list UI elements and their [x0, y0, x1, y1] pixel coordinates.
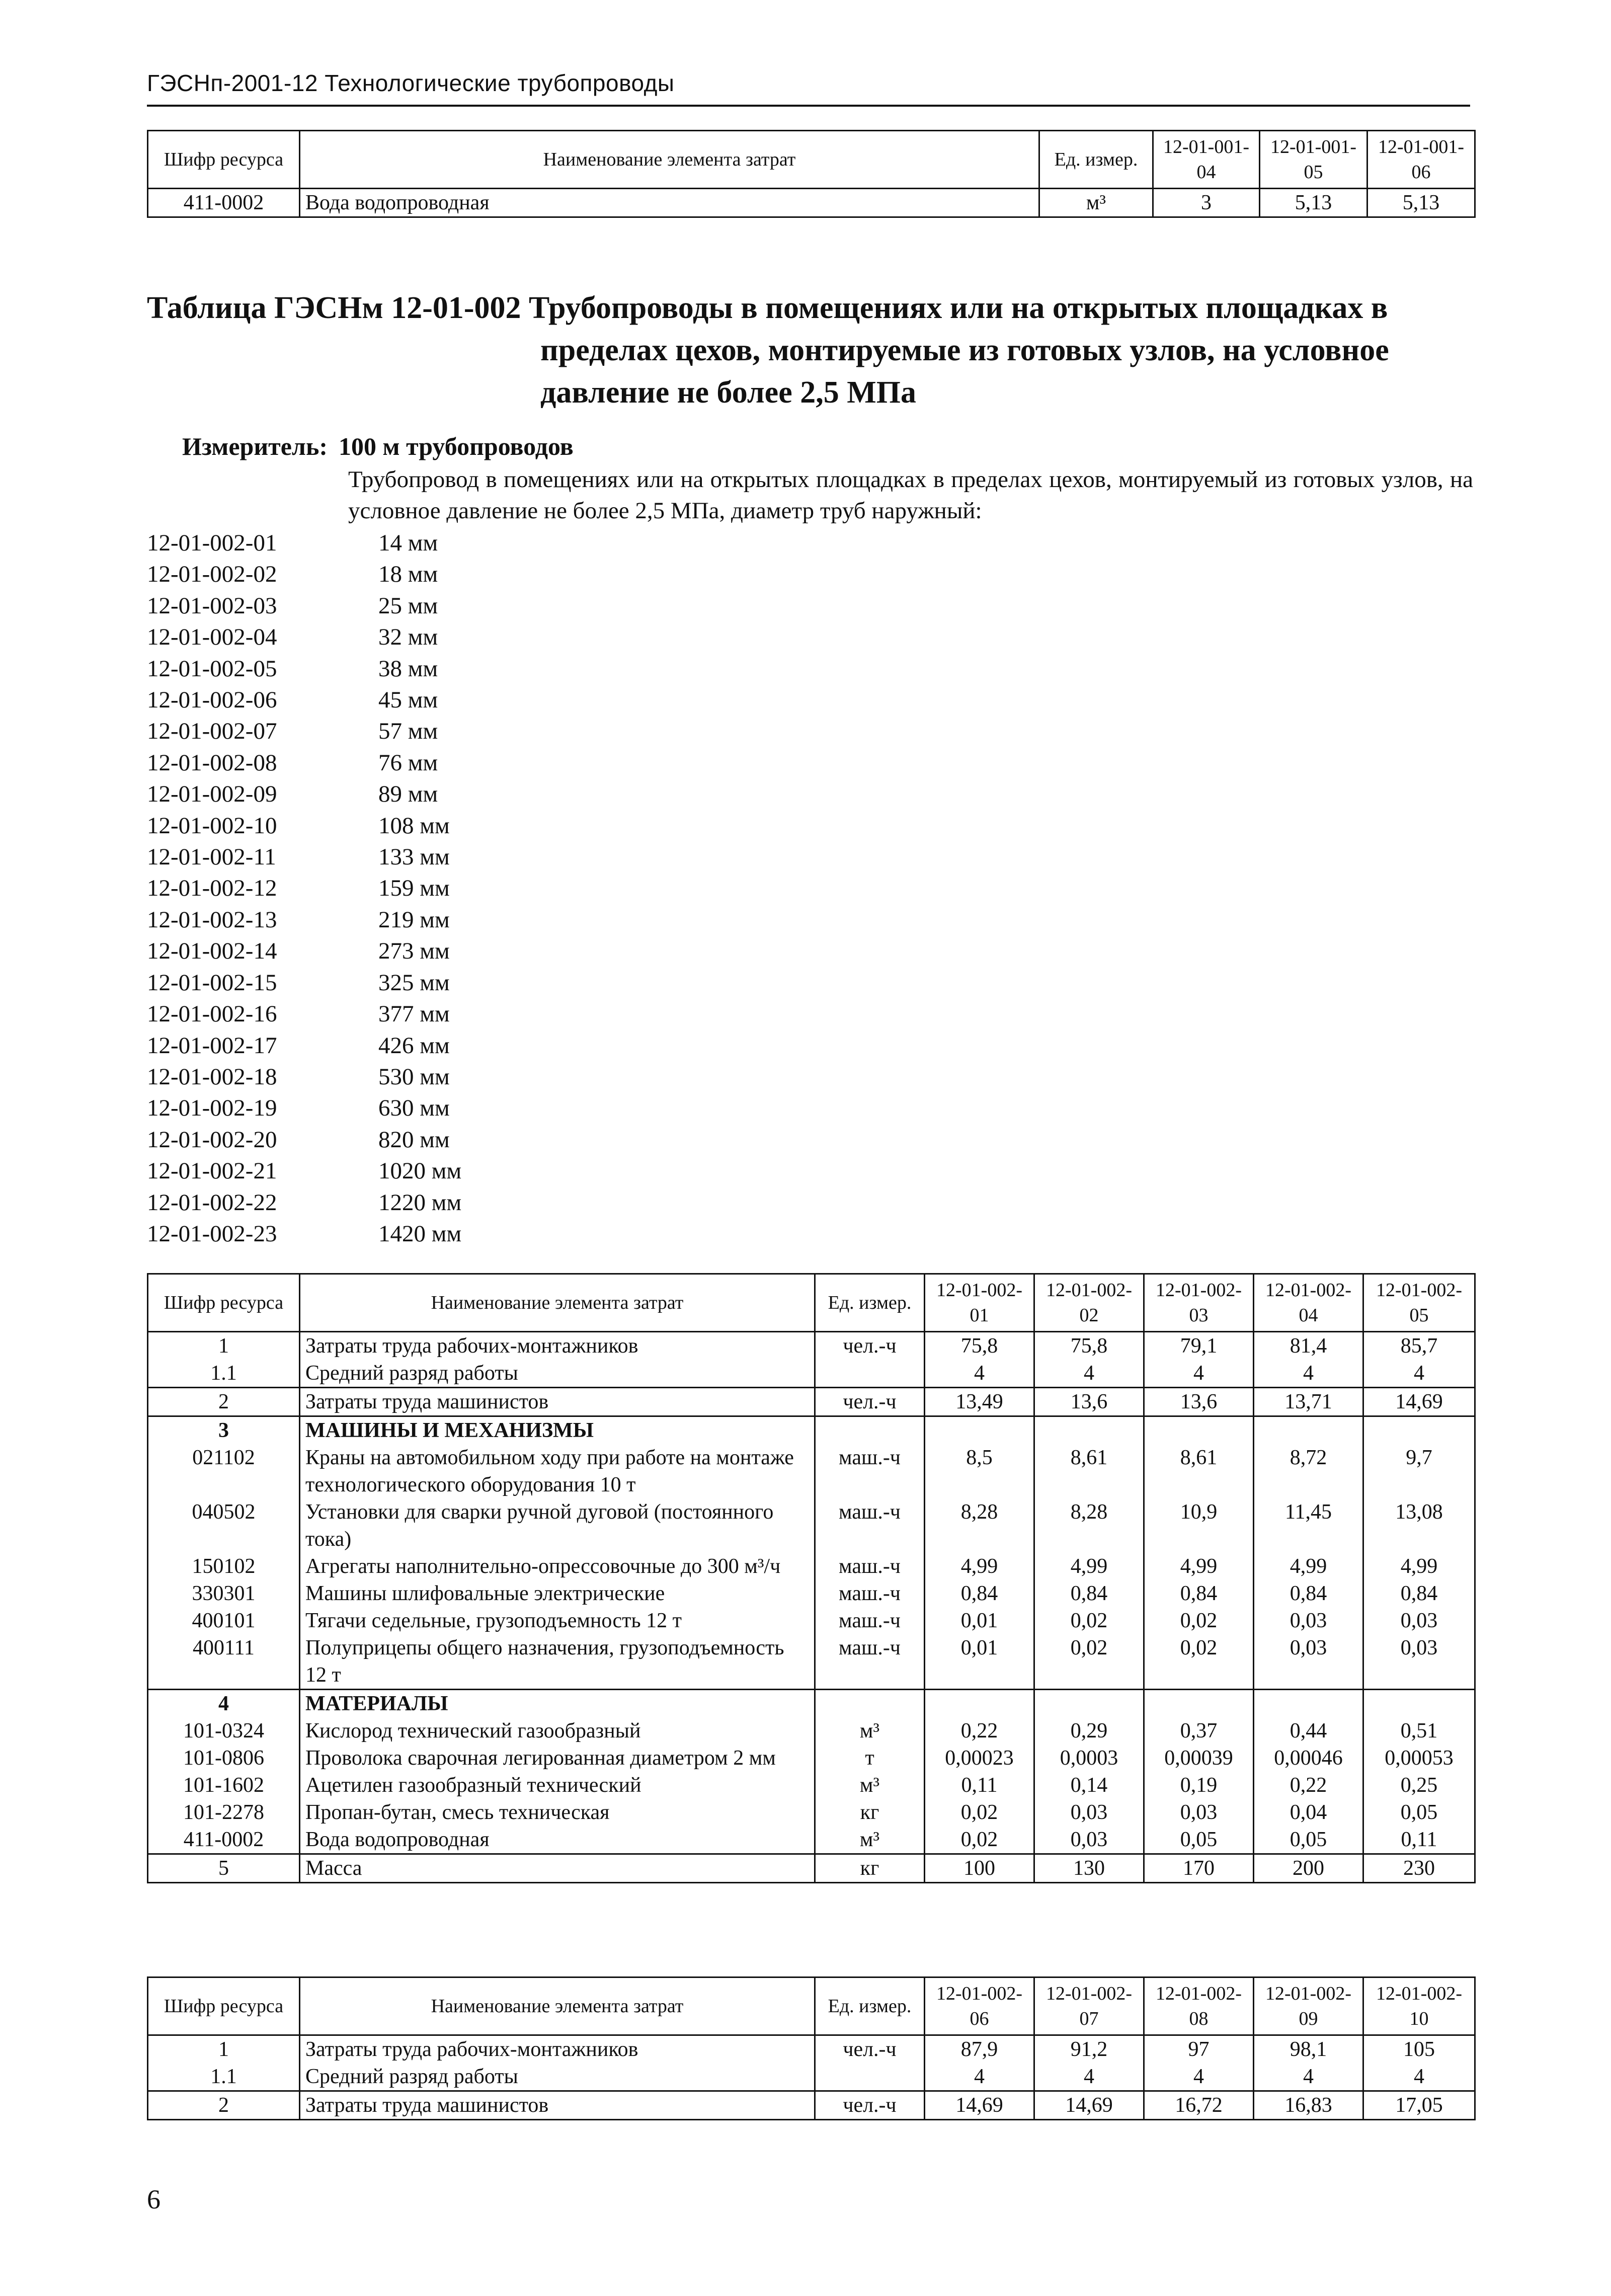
cell: 4 [1034, 1360, 1144, 1388]
col-header: Наименование элемента затрат [300, 1274, 815, 1332]
cell: чел.-ч [815, 2091, 925, 2120]
cell: 4,99 [1363, 1553, 1475, 1580]
cell: Проволока сварочная легированная диаметром 2 мм [300, 1745, 815, 1772]
code: 12-01-002-21 [147, 1158, 277, 1184]
cell: Агрегаты наполнительно-опрессовочные до 300 м³/ч [300, 1553, 815, 1580]
cell: 5,13 [1260, 189, 1367, 217]
cell: 0,05 [1254, 1826, 1363, 1854]
col-header: Ед. измер. [815, 1274, 925, 1332]
table-row [148, 1772, 1475, 1799]
table-row [148, 1553, 1475, 1580]
cell: 14,69 [1034, 2091, 1144, 2120]
cell: 0,02 [1144, 1607, 1254, 1634]
code-list-item [147, 841, 461, 873]
cell: 97 [1144, 2035, 1254, 2064]
cell: 8,5 [925, 1444, 1034, 1498]
code-list-item [147, 935, 461, 967]
cell: 0,84 [1144, 1580, 1254, 1607]
title-line-1: Таблица ГЭСНм 12-01-002 Трубопроводы в помещениях или на открытых площадках в [147, 291, 1388, 325]
cell: 16,83 [1254, 2091, 1363, 2120]
diameter: 89 мм [378, 781, 438, 808]
code: 12-01-002-07 [147, 718, 277, 745]
cell: маш.-ч [815, 1498, 925, 1553]
diameter: 1020 мм [378, 1158, 462, 1184]
cell: 0,02 [1144, 1634, 1254, 1690]
cell [1034, 1690, 1144, 1718]
diameter: 38 мм [378, 655, 438, 682]
cell: чел.-ч [815, 1388, 925, 1416]
cell: 4 [1363, 1360, 1475, 1388]
table-row [148, 189, 1475, 217]
col-header: Шифр ресурса [148, 1977, 300, 2035]
table-title [147, 287, 1475, 414]
cell: маш.-ч [815, 1607, 925, 1634]
cell: 411-0002 [148, 189, 300, 217]
code: 12-01-002-03 [147, 592, 277, 619]
cell: 411-0002 [148, 1826, 300, 1854]
cell: 0,84 [1363, 1580, 1475, 1607]
diameter: 377 мм [378, 1001, 450, 1027]
cell [1034, 1416, 1144, 1445]
code-list-item [147, 810, 461, 841]
cell: м³ [815, 1772, 925, 1799]
cell: 0,00039 [1144, 1745, 1254, 1772]
table-row [148, 2091, 1475, 2120]
cell [1254, 1690, 1363, 1718]
col-header: 12-01-002-07 [1034, 1977, 1144, 2035]
cell: 79,1 [1144, 1332, 1254, 1360]
table-row [148, 2035, 1475, 2064]
col-header: 12-01-002-03 [1144, 1274, 1254, 1332]
cell [1363, 1416, 1475, 1445]
col-header: 12-01-001-04 [1153, 131, 1260, 189]
code: 12-01-002-12 [147, 875, 277, 902]
cell: 0,25 [1363, 1772, 1475, 1799]
page-number: 6 [147, 2184, 160, 2214]
code: 12-01-002-01 [147, 530, 277, 556]
col-header: Шифр ресурса [148, 1274, 300, 1332]
cell: 0,84 [925, 1580, 1034, 1607]
col-header: 12-01-001-06 [1367, 131, 1475, 189]
cell: м³ [815, 1717, 925, 1745]
table-row [148, 1634, 1475, 1690]
col-header: Шифр ресурса [148, 131, 300, 189]
cell: маш.-ч [815, 1553, 925, 1580]
code: 12-01-002-17 [147, 1032, 277, 1059]
cell: 150102 [148, 1553, 300, 1580]
cell: 85,7 [1363, 1332, 1475, 1360]
cell: чел.-ч [815, 1332, 925, 1360]
cell: 16,72 [1144, 2091, 1254, 2120]
cell: 14,69 [925, 2091, 1034, 2120]
cell: 4 [1034, 2063, 1144, 2091]
diameter: 14 мм [378, 530, 438, 556]
table-row [148, 1332, 1475, 1360]
cell: 0,84 [1034, 1580, 1144, 1607]
code: 12-01-002-04 [147, 624, 277, 651]
table-header-row [148, 131, 1475, 189]
cell: 4,99 [1034, 1553, 1144, 1580]
cell: 13,6 [1144, 1388, 1254, 1416]
cell: маш.-ч [815, 1444, 925, 1498]
table-header-row [148, 1977, 1475, 2035]
cell: 1 [148, 2035, 300, 2064]
cell: 0,00023 [925, 1745, 1034, 1772]
cell: МАШИНЫ И МЕХАНИЗМЫ [300, 1416, 815, 1445]
title-line-3: давление не более 2,5 МПа [540, 375, 916, 410]
code: 12-01-002-06 [147, 687, 277, 714]
code: 12-01-002-22 [147, 1189, 277, 1216]
cell: 0,37 [1144, 1717, 1254, 1745]
diameter: 45 мм [378, 687, 438, 714]
cell: Тягачи седельные, грузоподъемность 12 т [300, 1607, 815, 1634]
diameter: 159 мм [378, 875, 450, 902]
title-line-2: пределах цехов, монтируемые из готовых узлов, на условное [540, 333, 1389, 367]
code-list-item [147, 1124, 461, 1155]
cell: Затраты труда машинистов [300, 1388, 815, 1416]
cell: Краны на автомобильном ходу при работе на монтаже технологического оборудования 10 т [300, 1444, 815, 1498]
header-rule [147, 105, 1470, 107]
code: 12-01-002-08 [147, 749, 277, 776]
resource-table [147, 1273, 1476, 1883]
cell: 0,22 [1254, 1772, 1363, 1799]
code: 12-01-002-20 [147, 1126, 277, 1153]
code: 12-01-002-15 [147, 969, 277, 996]
cell: 13,71 [1254, 1388, 1363, 1416]
continuation-table [147, 130, 1476, 218]
cell: 0,03 [1363, 1634, 1475, 1690]
cell: 0,03 [1034, 1799, 1144, 1826]
cell [815, 1360, 925, 1388]
diameter: 1420 мм [378, 1220, 462, 1247]
cell: 0,00046 [1254, 1745, 1363, 1772]
cell: 5,13 [1367, 189, 1475, 217]
col-header: Ед. измер. [815, 1977, 925, 2035]
code: 12-01-002-23 [147, 1220, 277, 1247]
cell: 0,11 [925, 1772, 1034, 1799]
cell: Затраты труда рабочих-монтажников [300, 2035, 815, 2064]
table-row [148, 1799, 1475, 1826]
cell: 13,49 [925, 1388, 1034, 1416]
cell: 101-1602 [148, 1772, 300, 1799]
cell: 75,8 [925, 1332, 1034, 1360]
cell: 13,08 [1363, 1498, 1475, 1553]
cell: 4 [1254, 1360, 1363, 1388]
cell: 2 [148, 2091, 300, 2120]
cell: Машины шлифовальные электрические [300, 1580, 815, 1607]
cell: 4 [925, 2063, 1034, 2091]
cell: 0,03 [1144, 1799, 1254, 1826]
cell [815, 2063, 925, 2091]
cell [815, 1416, 925, 1445]
diameter: 820 мм [378, 1126, 450, 1153]
cell: 14,69 [1363, 1388, 1475, 1416]
code-list-item [147, 621, 461, 653]
col-header: Наименование элемента затрат [300, 131, 1039, 189]
cell: чел.-ч [815, 2035, 925, 2064]
cell: 330301 [148, 1580, 300, 1607]
cell: 0,44 [1254, 1717, 1363, 1745]
col-header: Наименование элемента затрат [300, 1977, 815, 2035]
code-list-item [147, 904, 461, 935]
col-header: Ед. измер. [1039, 131, 1153, 189]
cell: Ацетилен газообразный технический [300, 1772, 815, 1799]
cell: 4,99 [925, 1553, 1034, 1580]
table-row [148, 1388, 1475, 1416]
cell: 0,14 [1034, 1772, 1144, 1799]
cell [1254, 1416, 1363, 1445]
table-row [148, 1580, 1475, 1607]
cell: 87,9 [925, 2035, 1034, 2064]
cell: 0,03 [1363, 1607, 1475, 1634]
col-header: 12-01-002-09 [1254, 1977, 1363, 2035]
code-list-item [147, 967, 461, 998]
cell: 0,05 [1363, 1799, 1475, 1826]
cell: 8,61 [1144, 1444, 1254, 1498]
diameter: 18 мм [378, 561, 438, 588]
cell: Кислород технический газообразный [300, 1717, 815, 1745]
cell: 101-0324 [148, 1717, 300, 1745]
cell: 101-2278 [148, 1799, 300, 1826]
cell: Установки для сварки ручной дуговой (постоянного тока) [300, 1498, 815, 1553]
cell: Средний разряд работы [300, 1360, 815, 1388]
cell [925, 1416, 1034, 1445]
code-list-item [147, 873, 461, 904]
cell: маш.-ч [815, 1634, 925, 1690]
diameter: 630 мм [378, 1095, 450, 1122]
cell: 0,03 [1254, 1634, 1363, 1690]
col-header: 12-01-002-02 [1034, 1274, 1144, 1332]
cell: 0,02 [925, 1799, 1034, 1826]
cell: Вода водопроводная [300, 189, 1039, 217]
cell: 0,00053 [1363, 1745, 1475, 1772]
code-list-item [147, 1187, 461, 1218]
cell: 0,03 [1034, 1826, 1144, 1854]
cell: 0,84 [1254, 1580, 1363, 1607]
code-list-item [147, 778, 461, 810]
diameter: 273 мм [378, 938, 450, 965]
cell: Вода водопроводная [300, 1826, 815, 1854]
running-header: ГЭСНп-2001-12 Технологические трубопроводы [147, 70, 675, 96]
description: Трубопровод в помещениях или на открытых площадках в пределах цехов, монтируемый из готовых узлов, на условное давление не более 2,5 МПа, диаметр труб наружный: [348, 466, 1473, 524]
cell: 8,72 [1254, 1444, 1363, 1498]
cell: кг [815, 1854, 925, 1883]
cell: 10,9 [1144, 1498, 1254, 1553]
col-header: 12-01-001-05 [1260, 131, 1367, 189]
cell: м³ [815, 1826, 925, 1854]
cell: 0,02 [1034, 1634, 1144, 1690]
cell: 1.1 [148, 2063, 300, 2091]
diameter: 57 мм [378, 718, 438, 745]
diameter: 32 мм [378, 624, 438, 651]
cell [1144, 1690, 1254, 1718]
diameter: 76 мм [378, 749, 438, 776]
table-row [148, 1690, 1475, 1718]
cell: 3 [148, 1416, 300, 1445]
code-list-item [147, 1061, 461, 1092]
code-list [147, 527, 461, 1249]
cell: 5 [148, 1854, 300, 1883]
cell: 0,04 [1254, 1799, 1363, 1826]
cell: 0,01 [925, 1634, 1034, 1690]
cell [1144, 1416, 1254, 1445]
measure-label: Измеритель: [182, 432, 328, 460]
cell: маш.-ч [815, 1580, 925, 1607]
cell: 040502 [148, 1498, 300, 1553]
code-list-item [147, 527, 461, 559]
col-header: 12-01-002-10 [1363, 1977, 1475, 2035]
diameter: 426 мм [378, 1032, 450, 1059]
measure-value: 100 м трубопроводов [339, 432, 574, 460]
cell: 170 [1144, 1854, 1254, 1883]
cell: 91,2 [1034, 2035, 1144, 2064]
code-list-item [147, 559, 461, 590]
table-row [148, 1444, 1475, 1498]
code: 12-01-002-13 [147, 906, 277, 933]
cell: 8,28 [925, 1498, 1034, 1553]
cell: 8,61 [1034, 1444, 1144, 1498]
diameter: 108 мм [378, 812, 450, 839]
table-row [148, 1498, 1475, 1553]
cell [815, 1690, 925, 1718]
cell: 98,1 [1254, 2035, 1363, 2064]
table-row [148, 2063, 1475, 2091]
cell: 1 [148, 1332, 300, 1360]
cell: 4 [1144, 2063, 1254, 2091]
cell: 11,45 [1254, 1498, 1363, 1553]
col-header: 12-01-002-01 [925, 1274, 1034, 1332]
cell: 0,29 [1034, 1717, 1144, 1745]
cell: 2 [148, 1388, 300, 1416]
cell: 4,99 [1254, 1553, 1363, 1580]
code-list-item [147, 716, 461, 747]
cell: 400101 [148, 1607, 300, 1634]
cell: 13,6 [1034, 1388, 1144, 1416]
table-row [148, 1416, 1475, 1445]
diameter: 1220 мм [378, 1189, 462, 1216]
cell: 1.1 [148, 1360, 300, 1388]
code: 12-01-002-14 [147, 938, 277, 965]
cell: Полуприцепы общего назначения, грузоподъемность 12 т [300, 1634, 815, 1690]
code: 12-01-002-09 [147, 781, 277, 808]
cell: 0,11 [1363, 1826, 1475, 1854]
cell [1363, 1690, 1475, 1718]
code: 12-01-002-16 [147, 1001, 277, 1027]
cell: 0,22 [925, 1717, 1034, 1745]
cell: Средний разряд работы [300, 2063, 815, 2091]
cell: 105 [1363, 2035, 1475, 2064]
cell: 130 [1034, 1854, 1144, 1883]
cell: 101-0806 [148, 1745, 300, 1772]
code: 12-01-002-10 [147, 812, 277, 839]
resource-table-continued [147, 1976, 1476, 2120]
code-list-item [147, 1030, 461, 1061]
cell: Затраты труда машинистов [300, 2091, 815, 2120]
cell: Масса [300, 1854, 815, 1883]
cell: 0,51 [1363, 1717, 1475, 1745]
cell: 200 [1254, 1854, 1363, 1883]
cell: 0,02 [1034, 1607, 1144, 1634]
cell: 100 [925, 1854, 1034, 1883]
col-header: 12-01-002-06 [925, 1977, 1034, 2035]
code-list-item [147, 747, 461, 778]
cell: 4,99 [1144, 1553, 1254, 1580]
table-row [148, 1360, 1475, 1388]
col-header: 12-01-002-08 [1144, 1977, 1254, 2035]
diameter: 530 мм [378, 1063, 450, 1090]
code: 12-01-002-02 [147, 561, 277, 588]
code-list-item [147, 1218, 461, 1249]
cell: 8,28 [1034, 1498, 1144, 1553]
cell: 81,4 [1254, 1332, 1363, 1360]
cell: 0,02 [925, 1826, 1034, 1854]
table-row [148, 1745, 1475, 1772]
diameter: 25 мм [378, 592, 438, 619]
cell: 4 [1144, 1360, 1254, 1388]
cell: 0,19 [1144, 1772, 1254, 1799]
cell: 0,0003 [1034, 1745, 1144, 1772]
diameter: 133 мм [378, 844, 450, 870]
cell: 0,05 [1144, 1826, 1254, 1854]
diameter: 219 мм [378, 906, 450, 933]
cell: Пропан-бутан, смесь техническая [300, 1799, 815, 1826]
code-list-item [147, 653, 461, 684]
code-list-item [147, 684, 461, 716]
code: 12-01-002-11 [147, 844, 276, 870]
cell: 4 [148, 1690, 300, 1718]
table-row [148, 1826, 1475, 1854]
cell: 4 [1254, 2063, 1363, 2091]
cell: Затраты труда рабочих-монтажников [300, 1332, 815, 1360]
cell: 230 [1363, 1854, 1475, 1883]
cell: 400111 [148, 1634, 300, 1690]
cell: 3 [1153, 189, 1260, 217]
code-list-item [147, 590, 461, 621]
code: 12-01-002-18 [147, 1063, 277, 1090]
cell: 021102 [148, 1444, 300, 1498]
diameter: 325 мм [378, 969, 450, 996]
code: 12-01-002-05 [147, 655, 277, 682]
cell: 75,8 [1034, 1332, 1144, 1360]
code-list-item [147, 1155, 461, 1186]
cell [925, 1690, 1034, 1718]
table-header-row [148, 1274, 1475, 1332]
cell: м³ [1039, 189, 1153, 217]
cell: 9,7 [1363, 1444, 1475, 1498]
cell: кг [815, 1799, 925, 1826]
cell: т [815, 1745, 925, 1772]
col-header: 12-01-002-05 [1363, 1274, 1475, 1332]
cell: МАТЕРИАЛЫ [300, 1690, 815, 1718]
measure-line [182, 432, 574, 461]
code: 12-01-002-19 [147, 1095, 277, 1122]
col-header: 12-01-002-04 [1254, 1274, 1363, 1332]
cell: 4 [925, 1360, 1034, 1388]
code-list-item [147, 998, 461, 1030]
code-list-item [147, 1092, 461, 1124]
cell: 4 [1363, 2063, 1475, 2091]
table-row [148, 1854, 1475, 1883]
cell: 17,05 [1363, 2091, 1475, 2120]
cell: 0,03 [1254, 1607, 1363, 1634]
cell: 0,01 [925, 1607, 1034, 1634]
table-row [148, 1717, 1475, 1745]
table-row [148, 1607, 1475, 1634]
